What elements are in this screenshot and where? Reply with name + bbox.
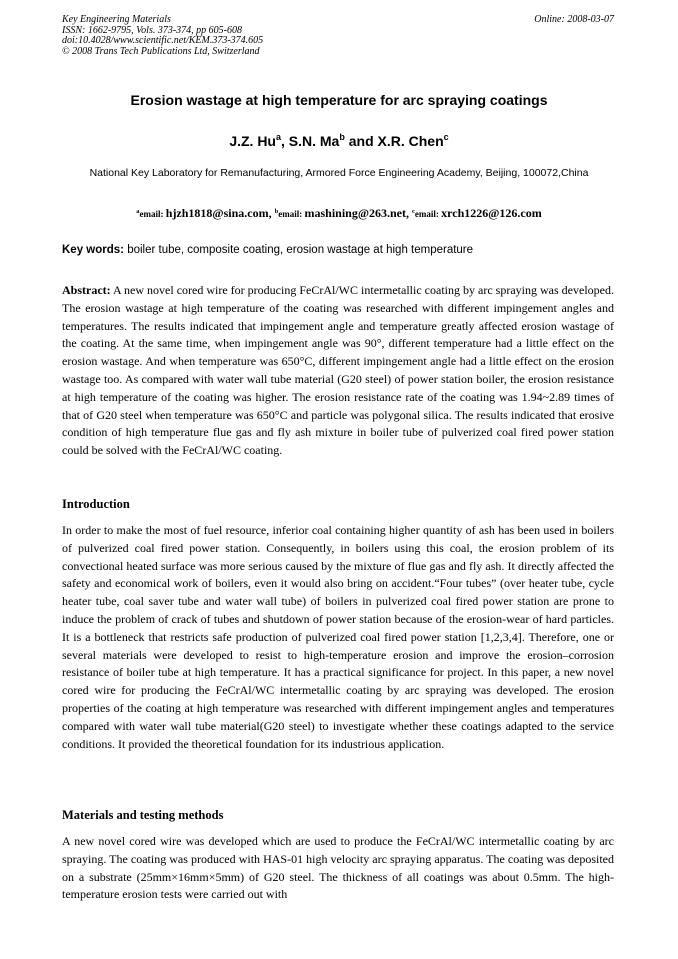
email-label: email: [278,209,305,219]
author-separator: , [281,133,289,149]
author-name: X.R. Chen [377,133,444,149]
paper-title: Erosion wastage at high temperature for arc spraying coatings [130,92,548,108]
email-label: email: [139,209,166,219]
email-separator: , [268,206,275,220]
email-superscript: a [136,208,140,215]
introduction-heading: Introduction [62,497,130,511]
author-superscript: a [275,132,281,142]
online-date: Online: 2008-03-07 [534,14,614,25]
email-separator: , [406,206,412,220]
author-superscript: b [339,132,345,142]
abstract [62,282,614,460]
copyright-line: © 2008 Trans Tech Publications Ltd, Switzerland [62,45,260,57]
email-address[interactable]: mashining@263.net [304,206,406,220]
issn-line: ISSN: 1662-9795, Vols. 373-374, pp 605-608 [62,24,242,36]
doi-line: doi:10.4028/www.scientific.net/KEM.373-374.605 [62,35,264,46]
author-list [0,132,678,149]
email-list [0,206,678,221]
email-label: email: [414,209,442,219]
author-separator: and [344,133,378,149]
keywords-text: boiler tube, composite coating, erosion wastage at high temperature [124,244,474,256]
introduction-text: In order to make the most of fuel resource, inferior coal containing higher quantity of ash has been used in boilers of pulverized coal fired power station. Consequently, in boilers using this coal, the erosion problem of its convectional heated surface was more serious caused by the mixture of flue gas and fly ash. It directly affected the safety and economical work of boilers, even it would also bring on accident.“Four tubes” (over heater tube, cycle heater tube, coal saver tube and water wall tube) of boilers in pulverized coal fired power station are prone to induce the problem of crack of tubes and shutdown of power station because of the erosion-wear of hard particles. It is a bottleneck that restricts safe production of pulverized coal fired power station [1,2,3,4]. Therefore, one or several materials were developed to resist to high-temperature erosion and improve the erosion–corrosion resistance of boiler tube at high temperature. It has a practical significance for project. In this paper, a new novel cored wire for producing the FeCrAl/WC intermetallic coating by arc spraying was developed. The erosion properties of the coating at high temperature was researched with different impingement angles and temperatures compared with water wall tube material(G20 steel) to investigate whether these coatings adapted to the service conditions. It provided the theoretical foundation for its industrious application. [62,523,614,751]
author-name: J.Z. Hu [229,133,276,149]
abstract-text: A new novel cored wire for producing FeCrAl/WC intermetallic coating by arc spraying was developed. The erosion wastage at high temperature of the coating was researched with different impingement angles and temperatures. The results indicated that impingement angle and temperature greatly affected erosion wastage of the coating. At the same time, when impingement angle was 90°, different temperature had a little effect on the erosion wastage. And when temperature was 650°C, different impingement angle had a little effect on the erosion wastage too. As compared with water wall tube material (G20 steel) of power station boiler, the erosion resistance at high temperature of the coating was higher. The erosion resistance rate of the coating was 1.94~2.89 times of that of G20 steel when temperature was 650°C and particle was polygonal silica. The results indicated that erosive condition of high temperature flue gas and fly ash mixture in boiler tube of pulverized coal fired power station could be solved with the FeCrAl/WC coating. [62,283,614,458]
methods-text: A new novel cored wire was developed which are used to produce the FeCrAl/WC intermetallic coating by arc spraying. The coating was produced with HAS-01 high velocity arc spraying apparatus. The coating was deposited on a substrate (25mm×16mm×5mm) of G20 steel. The thickness of all coatings was about 0.5mm. The high-temperature erosion tests were carried out with [62,834,614,902]
author-superscript: c [443,132,449,142]
email-address[interactable]: hjzh1818@sina.com [165,206,269,220]
abstract-label: Abstract: [62,283,111,297]
keywords-label: Key words: [62,244,124,256]
running-header [62,15,263,57]
email-address[interactable]: xrch1226@126.com [441,206,542,220]
email-superscript: b [274,208,279,215]
author-name: S.N. Ma [288,133,340,149]
email-superscript: c [412,208,415,215]
methods-heading: Materials and testing methods [62,808,224,822]
affiliation: National Key Laboratory for Remanufacturing, Armored Force Engineering Academy, Beijing, 100072,China [89,167,589,179]
journal-name: Key Engineering Materials [62,14,171,25]
keywords [62,244,473,256]
